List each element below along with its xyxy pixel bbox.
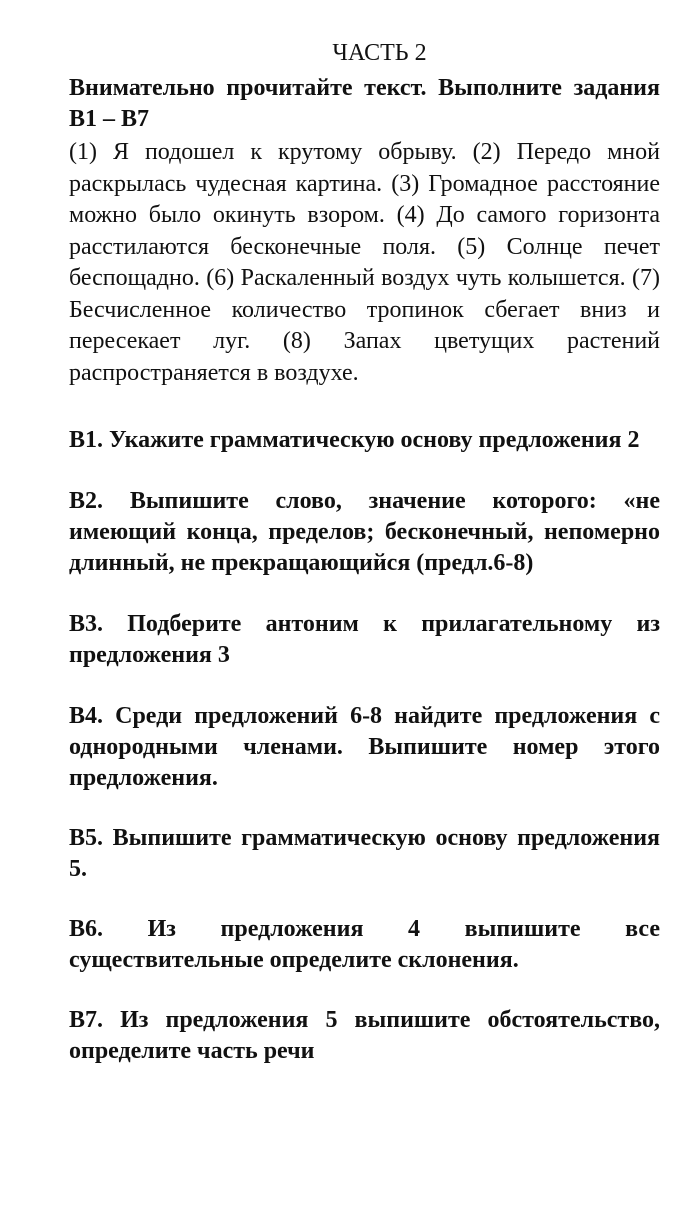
task-label: В4.	[69, 703, 104, 729]
reading-passage: (1) Я подошел к крутому обрыву. (2) Передо мной раскрылась чудесная картина. (3) Громадное расстояние можно было окинуть взором. (4) До самого горизонта расстилаются бесконечные поля. (5) Солнце печет беспощадно. (6) Раскаленный воздух чуть колышется. (7) Бесчисленное количество тропинок сбегает вниз и пересекает луг. (8) Запах цветущих растений распространяется в воздухе.	[69, 139, 660, 386]
task-label: В6.	[69, 916, 104, 942]
task-b4	[69, 701, 660, 794]
part-title: ЧАСТЬ 2	[332, 40, 427, 66]
task-text: Выпишите слово, значение которого: «не имеющий конца, пределов; бесконечный, непомерно длинный, не прекращающийся (предл.6-8)	[69, 488, 661, 576]
instruction-text: Внимательно прочитайте текст. Выполните задания В1 – В7	[69, 75, 660, 132]
task-b1	[69, 425, 660, 456]
task-label: В2.	[69, 488, 104, 514]
task-label: В5.	[69, 825, 104, 851]
task-label: В3.	[69, 611, 104, 637]
task-text: Из предложения 4 выпишите все существительные определите склонения.	[69, 916, 660, 973]
task-label: В7.	[69, 1007, 104, 1033]
task-text: Выпишите грамматическую основу предложения 5.	[69, 825, 661, 882]
task-b6	[69, 914, 660, 976]
task-text: Из предложения 5 выпишите обстоятельство, определите часть речи	[69, 1007, 660, 1064]
task-b5	[69, 823, 660, 885]
task-b7	[69, 1005, 660, 1067]
task-b2	[69, 486, 660, 579]
task-text: Среди предложений 6-8 найдите предложения с однородными членами. Выпишите номер этого предложения.	[69, 703, 660, 791]
task-label: В1.	[69, 427, 104, 453]
task-text: Укажите грамматическую основу предложения 2	[109, 427, 640, 453]
task-text: Подберите антоним к прилагательному из предложения 3	[69, 611, 660, 668]
task-b3	[69, 609, 660, 671]
